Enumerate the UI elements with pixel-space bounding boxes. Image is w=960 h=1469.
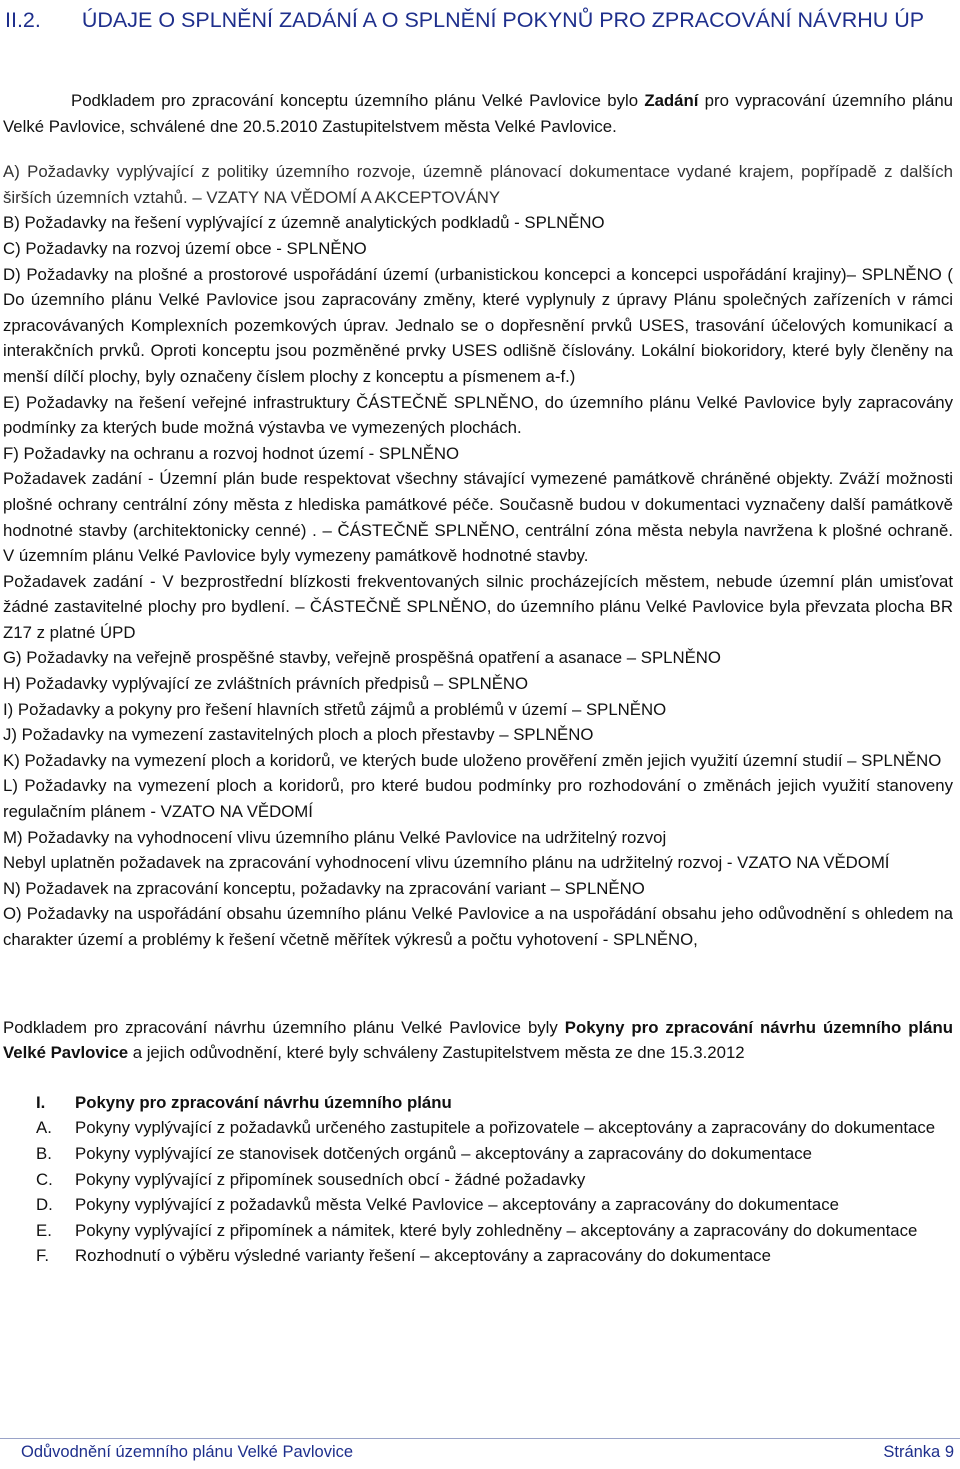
- section-heading: [0, 6, 960, 66]
- requirement-m-detail: Nebyl uplatněn požadavek na zpracování vyhodnocení vlivu územního plánu na udržitelný rozvoj - VZATO NA VĚDOMÍ: [3, 853, 890, 873]
- requirement-n: N) Požadavek na zpracování konceptu, požadavky na zpracování variant – SPLNĚNO: [3, 878, 645, 898]
- pokyny-item-text: Pokyny vyplývající z požadavků města Velké Pavlovice – akceptovány a zapracovány do dokumentace: [75, 1195, 839, 1215]
- footer-document-title: Odůvodnění územního plánu Velké Pavlovice: [21, 1443, 354, 1461]
- requirement-k: K) Požadavky na vymezení ploch a koridorů, ve kterých bude uloženo prověření změn jejich využití územní studií – SPLNĚNO: [3, 750, 942, 770]
- intro-text-end: pro vypracování územního plánu Velké Pavlovice, schválené dne 20.5.2010 Zastupitelstvem města Velké Pavlovice.: [3, 91, 954, 136]
- pokyny-section-title: Pokyny pro zpracování návrhu územního plánu: [75, 1092, 452, 1112]
- requirement-o: O) Požadavky na uspořádání obsahu územního plánu Velké Pavlovice a na uspořádání obsahu jeho odůvodnění s ohledem na charakter území a problémy k řešení včetně měřítek výkresů a počtu vyhotovení - SPLNĚNO,: [3, 904, 953, 949]
- requirement-c: C) Požadavky na rozvoj území obce - SPLNĚNO: [3, 238, 367, 258]
- pokyny-item: [3, 1167, 953, 1193]
- footer-page-number: Stránka 9: [883, 1443, 954, 1461]
- pokyny-section-numeral: I.: [36, 1092, 46, 1112]
- pokyny-item-letter: B.: [36, 1143, 52, 1163]
- pokyny-item: [3, 1218, 953, 1244]
- pokyny-item: [3, 1192, 953, 1218]
- pokyny-intro-paragraph: [3, 1015, 953, 1066]
- page-footer: [0, 1438, 960, 1467]
- pokyny-item-text: Pokyny vyplývající z připomínek a námitek, které byly zohledněny – akceptovány a zapracovány do dokumentace: [75, 1220, 918, 1240]
- section-number: II.2.: [5, 8, 41, 32]
- pokyny-item-letter: E.: [36, 1220, 52, 1240]
- requirement-e: E) Požadavky na řešení veřejné infrastruktury ČÁSTEČNĚ SPLNĚNO, do územního plánu Velké Pavlovice byly zapracovány podmínky za kterých bude možná výstavba ve vymezených plochách.: [3, 392, 953, 438]
- pokyny-intro-bold: Pokyny pro zpracování návrhu územního plánu Velké Pavlovice: [3, 1017, 953, 1063]
- pokyny-item-letter: F.: [36, 1246, 50, 1266]
- pokyny-item: [3, 1243, 953, 1269]
- requirement-g: G) Požadavky na veřejně prospěšné stavby, veřejně prospěšná opatření a asanace – SPLNĚNO: [3, 648, 721, 668]
- intro-bold: Zadání: [644, 91, 699, 110]
- requirement-f: F) Požadavky na ochranu a rozvoj hodnot území - SPLNĚNO: [3, 443, 460, 463]
- pokyny-item-letter: D.: [36, 1195, 53, 1215]
- requirement-f-detail-1: Požadavek zadání - Územní plán bude respektovat všechny stávající vymezené památkově chráněné objekty. Zváží možnosti plošné ochrany centrální zóny města z hlediska památkové péče. Současně budou v dokumentaci vyznačeny další památkově hodnotné stavby (architektonicky cenné) . – ČÁSTEČNĚ SPLNĚNO, centrální zóna města nebyla navržena k plošné ochraně. V územním plánu Velké Pavlovice byly vymezeny památkově hodnotné stavby.: [3, 469, 953, 566]
- pokyny-item-letter: C.: [36, 1169, 53, 1189]
- requirement-m: M) Požadavky na vyhodnocení vlivu územního plánu Velké Pavlovice na udržitelný rozvoj: [3, 827, 667, 847]
- pokyny-item: [3, 1141, 953, 1167]
- document-body: [3, 88, 953, 1269]
- requirement-i: I) Požadavky a pokyny pro řešení hlavních střetů zájmů a problémů v území – SPLNĚNO: [3, 699, 667, 719]
- pokyny-item-text: Pokyny vyplývající z požadavků určeného zastupitele a pořizovatele – akceptovány a zapracovány do dokumentace: [75, 1118, 936, 1138]
- intro-paragraph: [3, 88, 953, 139]
- pokyny-item: [3, 1115, 953, 1141]
- pokyny-intro-text: Podkladem pro zpracování návrhu územního plánu Velké Pavlovice byly: [3, 1017, 565, 1037]
- requirement-l: L) Požadavky na vymezení ploch a koridorů, pro které budou podmínky pro rozhodování o změnách jejich využití stanoveny regulačním plánem - VZATO NA VĚDOMÍ: [3, 776, 953, 822]
- requirement-a: A) Požadavky vyplývající z politiky územního rozvoje, územně plánovací dokumentace vydané krajem, popřípadě z dalších širších územních vztahů. – VZATY NA VĚDOMÍ A AKCEPTOVÁNY: [3, 162, 953, 207]
- requirement-h: H) Požadavky vyplývající ze zvláštních právních předpisů – SPLNĚNO: [3, 674, 529, 694]
- pokyny-item-letter: A.: [36, 1118, 52, 1138]
- intro-text: Podkladem pro zpracování konceptu územního plánu Velké Pavlovice bylo: [71, 91, 645, 110]
- pokyny-item-text: Rozhodnutí o výběru výsledné varianty řešení – akceptovány a zapracovány do dokumentace: [75, 1246, 771, 1266]
- requirement-b: B) Požadavky na řešení vyplývající z územně analytických podkladů - SPLNĚNO: [3, 213, 605, 233]
- section-title: ÚDAJE O SPLNĚNÍ ZADÁNÍ A O SPLNĚNÍ POKYNŮ PRO ZPRACOVÁNÍ NÁVRHU ÚP: [81, 8, 925, 32]
- requirement-j: J) Požadavky na vymezení zastavitelných ploch a ploch přestavby – SPLNĚNO: [3, 725, 594, 745]
- pokyny-section-heading: [3, 1090, 953, 1116]
- pokyny-intro-text-end: a jejich odůvodnění, které byly schváleny Zastupitelstvem města ze dne 15.3.2012: [128, 1043, 745, 1063]
- requirement-f-detail-2: Požadavek zadání - V bezprostřední blízkosti frekventovaných silnic procházejících městem, nebude územní plán umisťovat žádné zastavitelné plochy pro bydlení. – ČÁSTEČNĚ SPLNĚNO, do územního plánu Velké Pavlovice byla převzata plocha BR Z17 z platné ÚPD: [3, 571, 953, 642]
- pokyny-item-text: Pokyny vyplývající ze stanovisek dotčených orgánů – akceptovány a zapracovány do dokumentace: [75, 1143, 812, 1163]
- pokyny-item-text: Pokyny vyplývající z připomínek sousedních obcí - žádné požadavky: [75, 1169, 586, 1189]
- requirement-d: D) Požadavky na plošné a prostorové uspořádání území (urbanistickou koncepci a koncepci uspořádání krajiny)– SPLNĚNO ( Do územního plánu Velké Pavlovice jsou zapracovány změny, které vyplynuly z úpravy Plánu společných zařízeních v rámci zpracovávaných Komplexních pozemkových úprav. Jednalo se o dopřesnění prvků USES, trasování účelových komunikací a interakčních prvků. Oproti konceptu jsou pozměněné prvky USES odlišně číslovány. Lokální biokoridory, které byly členěny na menší dílčí plochy, byly označeny číslem plochy z konceptu a písmenem a-f.): [3, 264, 953, 386]
